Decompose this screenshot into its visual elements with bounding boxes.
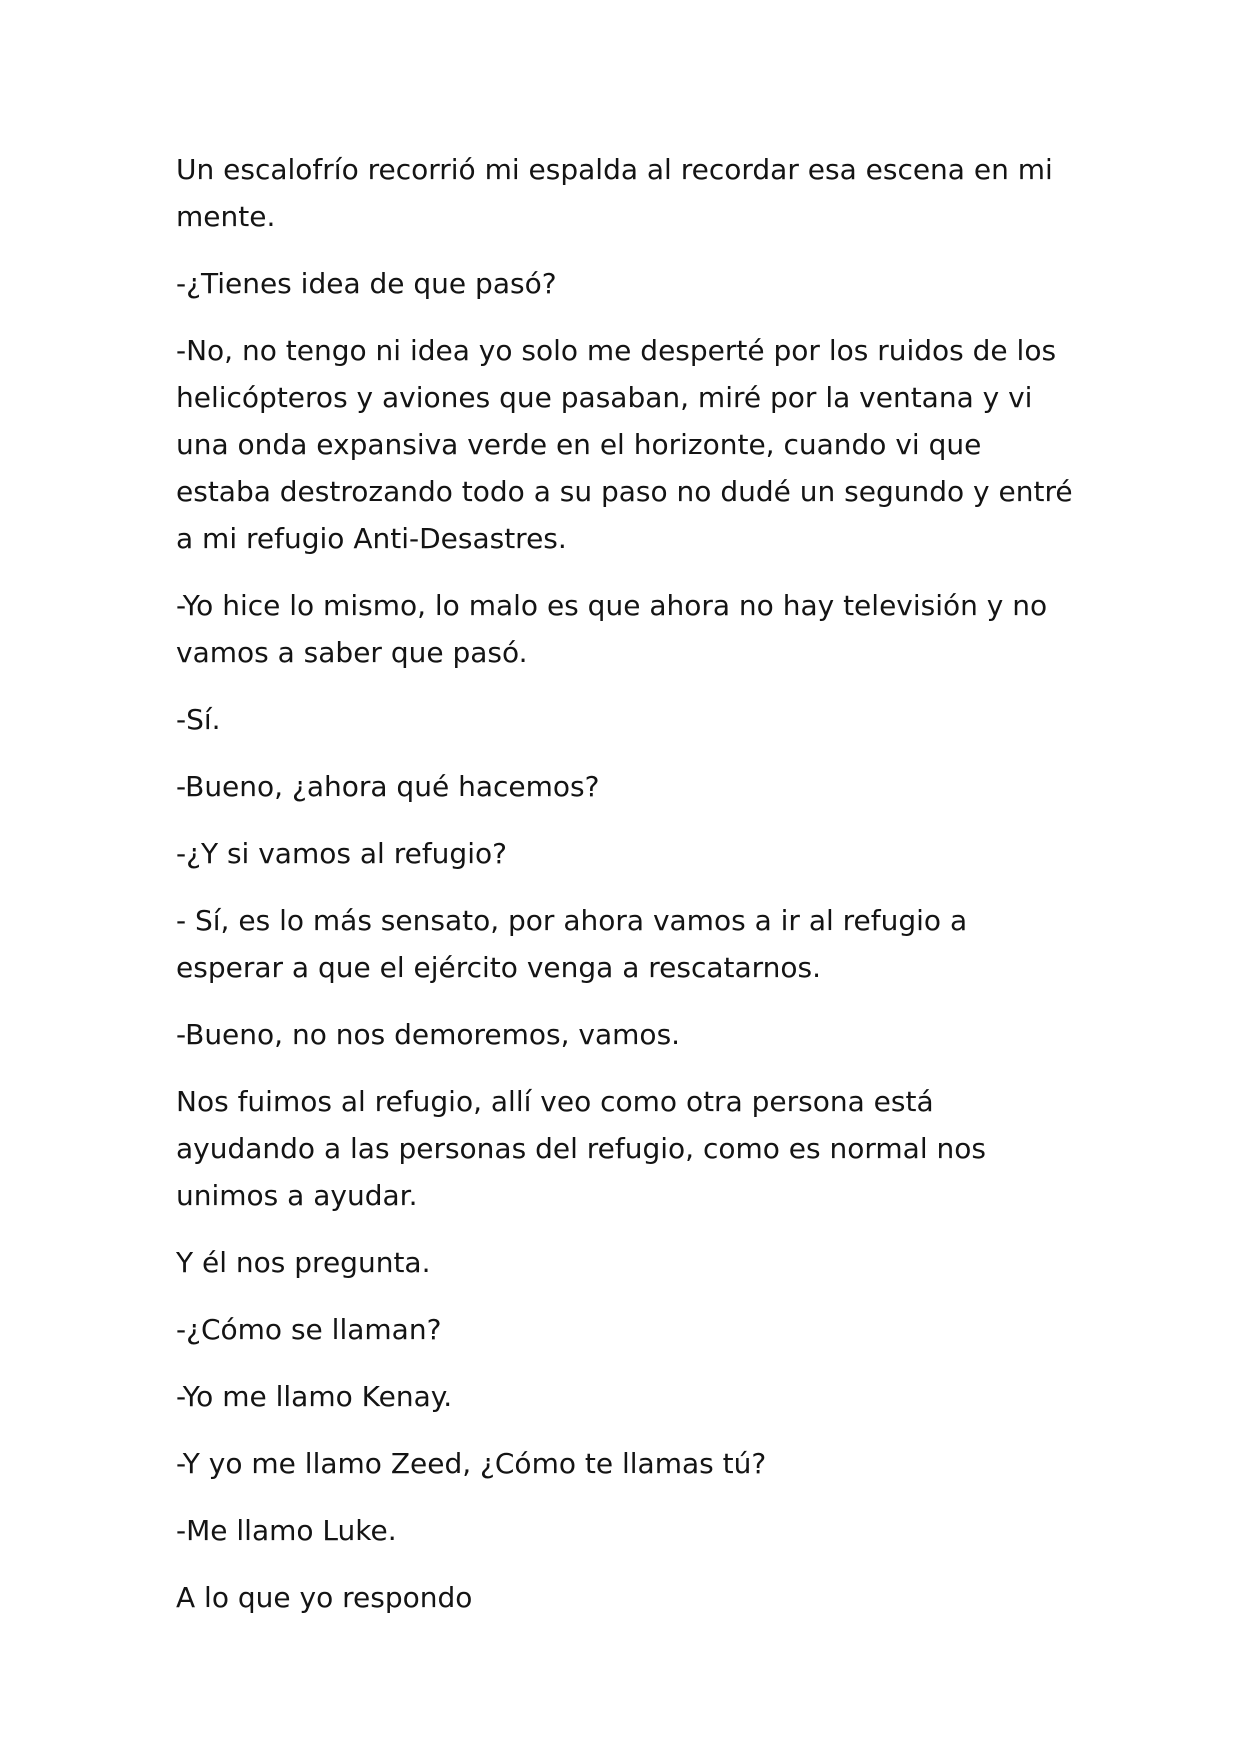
paragraph: -¿Cómo se llaman? xyxy=(176,1313,442,1346)
paragraph: -No, no tengo ni idea yo solo me desperté por los ruidos de los helicópteros y aviones que pasaban, miré por la ventana y vi una onda expansiva verde en el horizonte, cuando vi que estaba destrozando todo a su paso no dudé un segundo y entré a mi refugio Anti-Desastres. xyxy=(176,334,1073,555)
paragraph: -Y yo me llamo Zeed, ¿Cómo te llamas tú? xyxy=(176,1447,767,1480)
paragraph: -Bueno, ¿ahora qué hacemos? xyxy=(176,770,600,803)
paragraph: -Me llamo Luke. xyxy=(176,1514,397,1547)
paragraph: -Sí. xyxy=(176,703,221,736)
paragraph: -Yo hice lo mismo, lo malo es que ahora no hay televisión y no vamos a saber que pasó. xyxy=(176,589,1048,669)
body-text xyxy=(176,146,1076,1641)
paragraph: - Sí, es lo más sensato, por ahora vamos a ir al refugio a esperar a que el ejército venga a rescatarnos. xyxy=(176,904,968,984)
paragraph: -Bueno, no nos demoremos, vamos. xyxy=(176,1018,681,1051)
paragraph: Un escalofrío recorrió mi espalda al recordar esa escena en mi mente. xyxy=(176,153,1053,233)
paragraph: -Yo me llamo Kenay. xyxy=(176,1380,453,1413)
paragraph: A lo que yo respondo xyxy=(176,1581,473,1614)
paragraph: -¿Tienes idea de que pasó? xyxy=(176,267,557,300)
paragraph: -¿Y si vamos al refugio? xyxy=(176,837,507,870)
paragraph: Nos fuimos al refugio, allí veo como otra persona está ayudando a las personas del refugio, como es normal nos unimos a ayudar. xyxy=(176,1085,986,1212)
paragraph: Y él nos pregunta. xyxy=(176,1246,431,1279)
